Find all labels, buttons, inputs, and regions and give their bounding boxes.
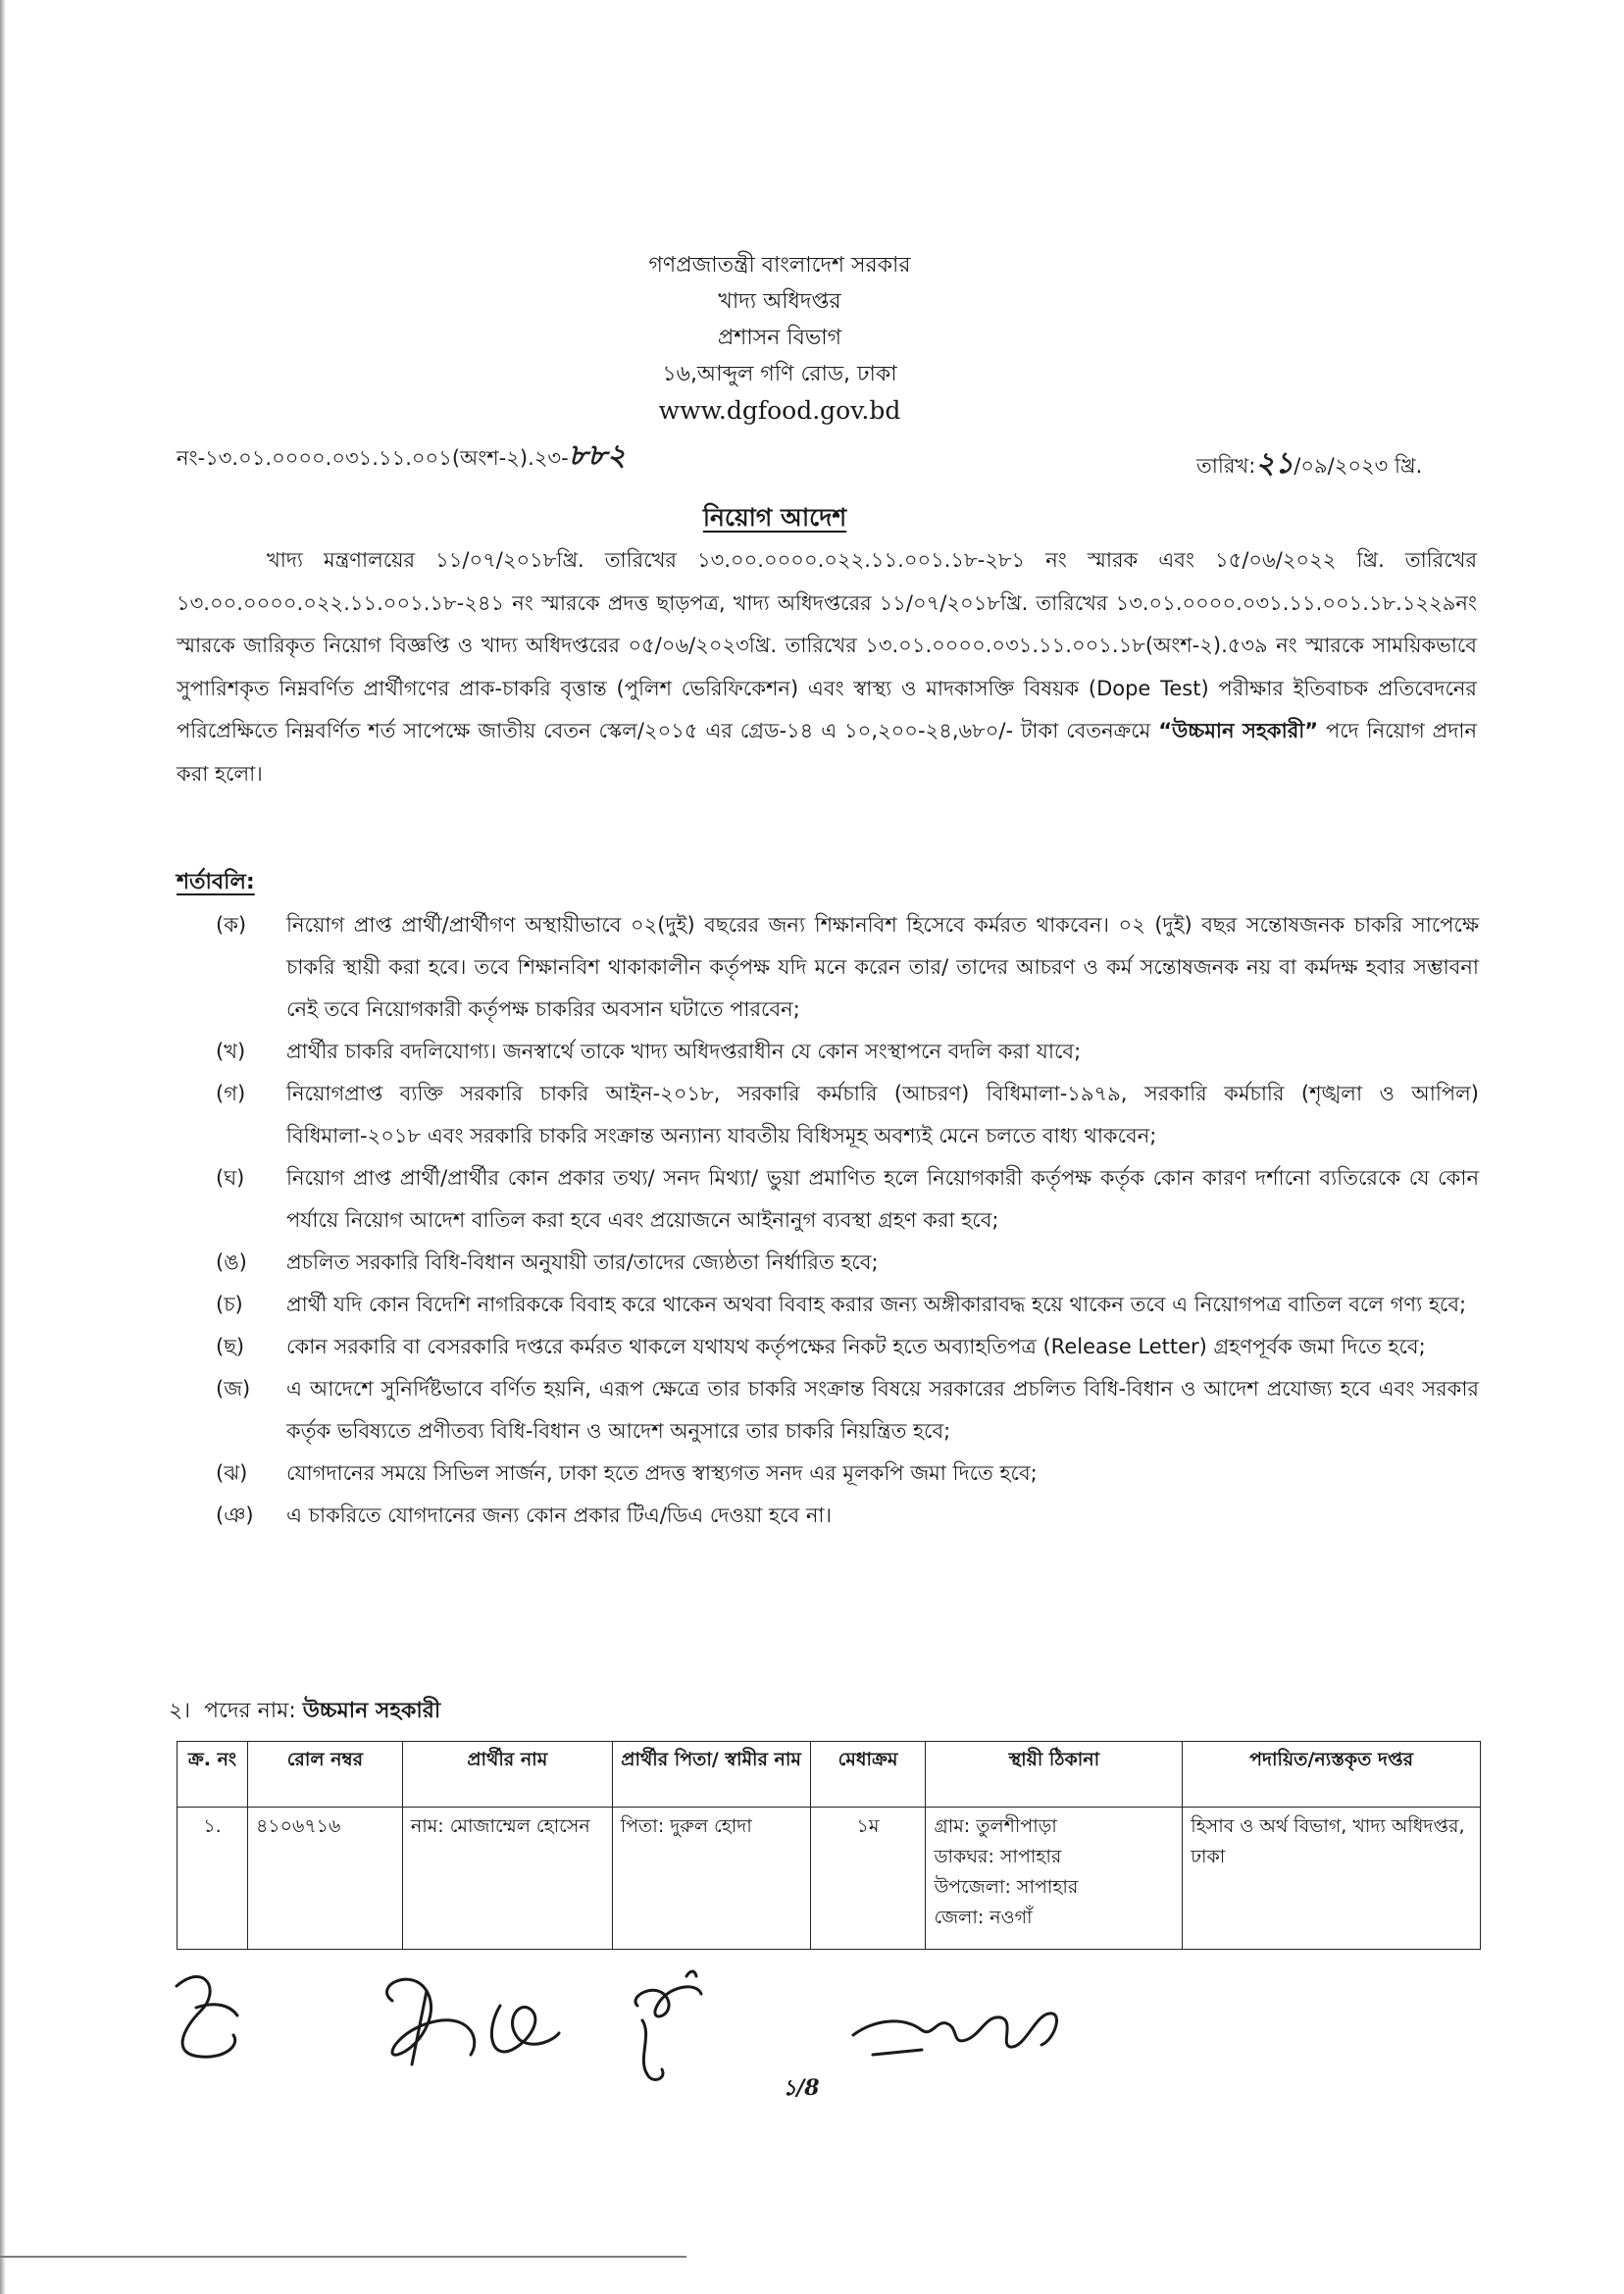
header-name: প্রার্থীর নাম — [402, 1742, 612, 1808]
term-marker: (ঙ) — [216, 1250, 247, 1274]
intro-post-name: “উচ্চমান সহকারী” — [1158, 719, 1319, 742]
term-text: এ আদেশে সুনির্দিষ্টভাবে বর্ণিত হয়নি, এরূপ ক্ষেত্রে তার চাকরি সংক্রান্ত বিষয়ে সরকারের প্রচলিত বিধি-বিধান ও আদেশ প্রযোজ্য হবে এবং সরকার কর্তৃক ভবিষ্যতে প্রণীতব্য বিধি-বিধান ও আদেশ অনুসারে তার চাকরি নিয়ন্ত্রিত হবে; — [286, 1377, 1479, 1443]
intro-text-before: খাদ্য মন্ত্রণালয়ের ১১/০৭/২০১৮খ্রি. তারিখের ১৩.০০.০০০০.০২২.১১.০০১.১৮-২৮১ নং স্মারক এবং ১৫/০৬/২০২২ খ্রি. তারিখের ১৩.০০.০০০০.০২২.১১.০০১.১৮-২৪১ নং স্মারকে প্রদত্ত ছাড়পত্র, খাদ্য অধিদপ্তরের ১১/০৭/২০১৮খ্রি. তারিখের ১৩.০১.০০০০.০৩১.১১.০০১.১৮.১২২৯নং স্মারকে জারিকৃত নিয়োগ বিজ্ঞপ্তি ও খাদ্য অধিদপ্তরের ০৫/০৬/২০২৩খ্রি. তারিখের ১৩.০১.০০০০.০৩১.১১.০০১.১৮(অংশ-২).৫৩৯ নং স্মারকে সাময়িকভাবে সুপারিশকৃত নিম্নবর্ণিত প্রার্থীগণের প্রাক-চাকরি বৃত্তান্ত (পুলিশ ভেরিফিকেশন) এবং স্বাস্থ্য ও মাদকাসক্তি বিষয়ক (Dope Test) পরীক্ষার ইতিবাচক প্রতিবেদনের পরিপ্রেক্ষিতে নিম্নবর্ণিত শর্ত সাপেক্ষে জাতীয় বেতন স্কেল/২০১৫ এর গ্রেড-১৪ এ ১০,২০০-২৪,৬৮০/- টাকা বেতনক্রমে — [177, 548, 1477, 742]
cell-roll: ৪১০৬৭১৬ — [247, 1808, 402, 1950]
term-marker: (চ) — [216, 1293, 243, 1316]
terms-list — [216, 904, 1479, 1537]
signature-3 — [491, 2006, 559, 2052]
letterhead-website: www.dgfood.gov.bd — [658, 396, 901, 425]
address-village: গ্রাম: তুলশীপাড়া — [934, 1815, 1057, 1837]
address-district: জেলা: নওগাঁ — [934, 1907, 1033, 1928]
signature-4 — [635, 1971, 701, 2079]
header-serial: ক্র. নং — [178, 1742, 248, 1808]
scan-bottom-line — [0, 2256, 686, 2258]
term-text: কোন সরকারি বা বেসরকারি দপ্তরে কর্মরত থাকলে যথাযথ কর্তৃপক্ষের নিকট হতে অব্যাহতিপত্র (Release Letter) গ্রহণপূর্বক জমা দিতে হবে; — [286, 1335, 1426, 1358]
term-item — [216, 1453, 1479, 1495]
post-number: ২। — [169, 1699, 191, 1723]
term-text: প্রার্থীর চাকরি বদলিযোগ্য। জনস্বার্থে তাকে খাদ্য অধিদপ্তরাধীন যে কোন সংস্থাপনে বদলি করা যাবে; — [286, 1040, 1082, 1063]
memo-number-printed: নং-১৩.০১.০০০০.০৩১.১১.০০১(অংশ-২).২৩- — [177, 446, 569, 470]
term-text: নিয়োগ প্রাপ্ত প্রার্থী/প্রার্থীগণ অস্থায়ীভাবে ০২(দুই) বছরের জন্য শিক্ষানবিশ হিসেবে কর্মরত থাকবেন। ০২ (দুই) বছর সন্তোষজনক চাকরি সাপেক্ষে চাকরি স্থায়ী করা হবে। তবে শিক্ষানবিশ থাকাকালীন কর্তৃপক্ষ যদি মনে করেন তার/ তাদের আচরণ ও কর্ম সন্তোষজনক নয় বা কর্মদক্ষ হবার সম্ভাবনা নেই তবে নিয়োগকারী কর্তৃপক্ষ চাকরির অবসান ঘটাতে পারবেন; — [286, 913, 1479, 1021]
term-item — [216, 1073, 1479, 1157]
term-item — [216, 1284, 1479, 1326]
term-marker: (ঘ) — [216, 1166, 245, 1190]
term-marker: (ঞ) — [216, 1504, 254, 1527]
cell-name: নাম: মোজাম্মেল হোসেন — [402, 1808, 612, 1950]
letterhead-government: গণপ্রজাতন্ত্রী বাংলাদেশ সরকার — [648, 253, 911, 278]
term-text: নিয়োগপ্রাপ্ত ব্যক্তি সরকারি চাকরি আইন-২০১৮, সরকারি কর্মচারি (আচরণ) বিধিমালা-১৯৭৯, সরকারি কর্মচারি (শৃঙ্খলা ও আপিল) বিধিমালা-২০১৮ এবং সরকারি চাকরি সংক্রান্ত অন্যান্য যাবতীয় বিধিসমূহ অবশ্যই মেনে চলতে বাধ্য থাকবেন; — [286, 1082, 1479, 1147]
term-item — [216, 1368, 1479, 1453]
table-header-row — [178, 1742, 1481, 1808]
table-row — [178, 1808, 1481, 1950]
term-item — [216, 1157, 1479, 1242]
signatures — [147, 1947, 1128, 2114]
term-marker: (ক) — [216, 913, 247, 937]
header-roll: রোল নম্বর — [247, 1742, 402, 1808]
header-address: স্থায়ী ঠিকানা — [926, 1742, 1183, 1808]
term-marker: (ছ) — [216, 1335, 245, 1358]
issue-date — [1196, 439, 1422, 489]
term-item — [216, 1031, 1479, 1073]
post-label: পদের নাম: — [204, 1699, 296, 1723]
term-text: যোগদানের সময়ে সিভিল সার্জন, ঢাকা হতে প্রদত্ত স্বাস্থ্যগত সনদ এর মূলকপি জমা দিতে হবে; — [286, 1461, 1038, 1485]
cell-father: পিতা: দুরুল হোদা — [612, 1808, 810, 1950]
document-title-text: নিয়োগ আদেশ — [702, 503, 847, 532]
page-number: ১/8 — [783, 2075, 820, 2101]
term-marker: (ঝ) — [216, 1461, 248, 1485]
term-marker: (গ) — [216, 1082, 246, 1105]
post-name: উচ্চমান সহকারী — [302, 1699, 441, 1723]
date-handwritten-day: ২১ — [1255, 446, 1294, 481]
memo-number — [177, 432, 626, 482]
term-item — [216, 1242, 1479, 1284]
term-item — [216, 904, 1479, 1031]
terms-heading: শর্তাবলি: — [177, 870, 255, 894]
post-name-line — [169, 1694, 440, 1730]
cell-office: হিসাব ও অর্থ বিভাগ, খাদ্য অধিদপ্তর, ঢাকা — [1183, 1808, 1481, 1950]
intro-text-after: পদে নিয়োগ প্রদান করা হলো। — [177, 719, 1478, 786]
letterhead-address: ১৬,আব্দুল গণি রোড, ঢাকা — [662, 362, 897, 386]
header-father: প্রার্থীর পিতা/ স্বামীর নাম — [612, 1742, 810, 1808]
term-item — [216, 1495, 1479, 1537]
term-text: এ চাকরিতে যোগদানের জন্য কোন প্রকার টিএ/ডিএ দেওয়া হবে না। — [286, 1504, 832, 1527]
document-title — [628, 498, 922, 540]
term-item — [216, 1326, 1479, 1368]
appointee-table — [177, 1741, 1481, 1950]
signature-5 — [853, 2014, 1057, 2055]
letterhead — [490, 247, 1069, 429]
date-label: তারিখ: — [1196, 454, 1256, 478]
term-text: প্রচলিত সরকারি বিধি-বিধান অনুযায়ী তার/তাদের জ্যেষ্ঠতা নির্ধারিত হবে; — [286, 1250, 879, 1274]
address-post-office: ডাকঘর: সাপাহার — [934, 1846, 1062, 1867]
letterhead-division: প্রশাসন বিভাগ — [717, 326, 842, 350]
term-marker: (জ) — [216, 1377, 251, 1401]
date-rest: /০৯/২০২৩ খ্রি. — [1294, 454, 1423, 478]
memo-number-handwritten: ৮৮২ — [568, 438, 627, 473]
address-upazila: উপজেলা: সাপাহার — [934, 1876, 1079, 1898]
term-marker: (খ) — [216, 1040, 246, 1063]
header-merit: মেধাক্রম — [810, 1742, 926, 1808]
cell-merit: ১ম — [810, 1808, 926, 1950]
term-text: নিয়োগ প্রাপ্ত প্রার্থী/প্রার্থীর কোন প্রকার তথ্য/ সনদ মিথ্যা/ ভুয়া প্রমাণিত হলে নিয়োগকারী কর্তৃপক্ষ কর্তৃক কোন কারণ দর্শানো ব্যতিরেকে যে কোন পর্যায়ে নিয়োগ আদেশ বাতিল করা হবে এবং প্রয়োজনে আইনানুগ ব্যবস্থা গ্রহণ করা হবে; — [286, 1166, 1479, 1232]
cell-serial: ১. — [178, 1808, 248, 1950]
letterhead-department: খাদ্য অধিদপ্তর — [718, 289, 841, 314]
signature-2 — [387, 1979, 475, 2065]
intro-paragraph — [177, 539, 1477, 795]
signature-1 — [177, 1976, 237, 2057]
header-office: পদায়িত/ন্যস্তকৃত দপ্তর — [1183, 1742, 1481, 1808]
term-text: প্রার্থী যদি কোন বিদেশি নাগরিককে বিবাহ করে থাকেন অথবা বিবাহ করার জন্য অঙ্গীকারাবদ্ধ হয়ে থাকেন তবে এ নিয়োগপত্র বাতিল বলে গণ্য হবে; — [286, 1293, 1467, 1316]
scan-edge — [0, 0, 6, 2294]
cell-address — [926, 1808, 1183, 1950]
